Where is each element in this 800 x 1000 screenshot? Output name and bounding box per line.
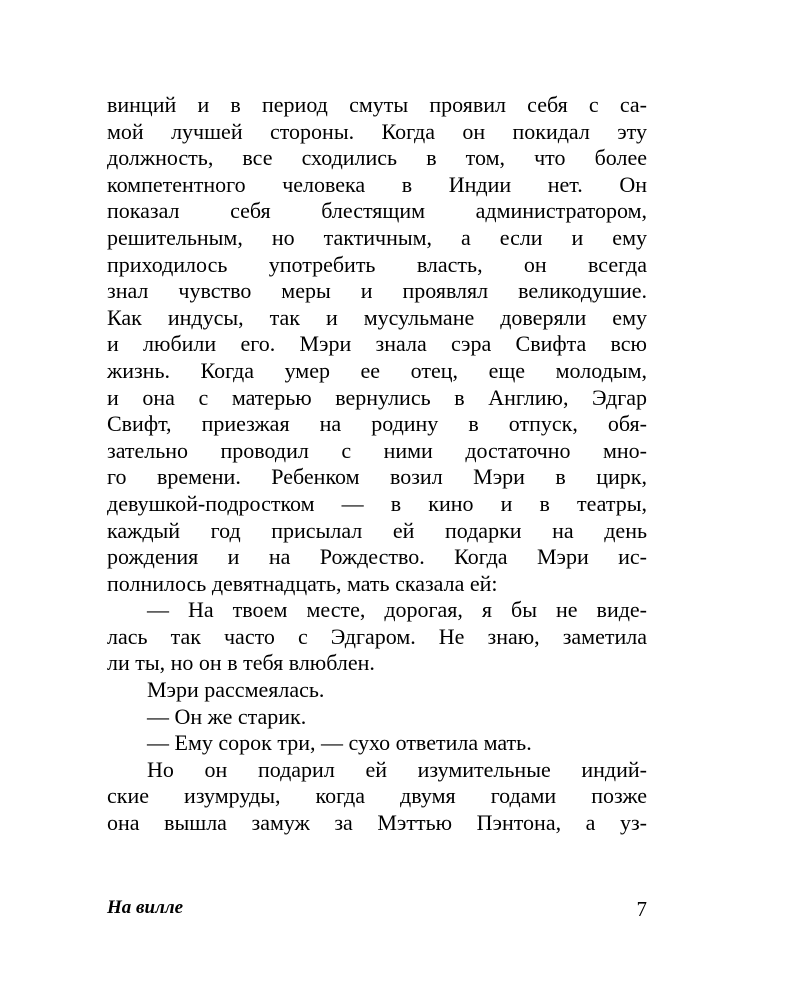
text-line: должность, все сходились в том, что более: [107, 145, 647, 171]
text-line: Свифт, приезжая на родину в отпуск, обя-: [107, 411, 647, 437]
text-line: рождения и на Рождество. Когда Мэри ис-: [107, 544, 647, 570]
page-body: [107, 92, 647, 837]
text-line: полнилось девятнадцать, мать сказала ей:: [107, 570, 498, 596]
text-line: и любили его. Мэри знала сэра Свифта всю: [107, 331, 647, 357]
page-number: 7: [636, 897, 647, 921]
text-line: компетентного человека в Индии нет. Он: [107, 171, 647, 197]
text-line: приходилось употребить власть, он всегда: [107, 251, 647, 277]
text-line: Как индусы, так и мусульмане доверяли ему: [107, 304, 647, 330]
text-line: показал себя блестящим администратором,: [107, 198, 647, 224]
page-footer: [107, 897, 647, 925]
text-line: она вышла замуж за Мэттью Пэнтона, а уз-: [107, 810, 647, 836]
text-line: решительным, но тактичным, а если и ему: [107, 224, 647, 250]
running-title: На вилле: [107, 897, 184, 918]
paragraph-line: Мэри рассмеялась.: [147, 677, 325, 703]
dialogue-line: — Ему сорок три, — сухо ответила мать.: [147, 730, 532, 756]
text-line: винций и в период смуты проявил себя с са-: [107, 92, 647, 117]
text-line: ские изумруды, когда двумя годами позже: [107, 783, 647, 809]
dialogue-line: — На твоем месте, дорогая, я бы не виде-: [147, 597, 647, 623]
text-line: и она с матерью вернулись в Англию, Эдгар: [107, 384, 647, 410]
text-line: лась так часто с Эдгаром. Не знаю, заметила: [107, 623, 647, 649]
text-line: девушкой-подростком — в кино и в театры,: [107, 490, 647, 516]
text-line: каждый год присылал ей подарки на день: [107, 517, 647, 543]
text-line: зательно проводил с ними достаточно мно-: [107, 437, 647, 463]
text-line: жизнь. Когда умер ее отец, еще молодым,: [107, 357, 647, 383]
text-line: ли ты, но он в тебя влюблен.: [107, 650, 375, 676]
text-line: го времени. Ребенком возил Мэри в цирк,: [107, 464, 647, 490]
paragraph-line: Но он подарил ей изумительные индий-: [147, 756, 647, 782]
dialogue-line: — Он же старик.: [147, 703, 307, 729]
text-line: мой лучшей стороны. Когда он покидал эту: [107, 118, 647, 144]
text-line: знал чувство меры и проявлял великодушие.: [107, 278, 647, 304]
